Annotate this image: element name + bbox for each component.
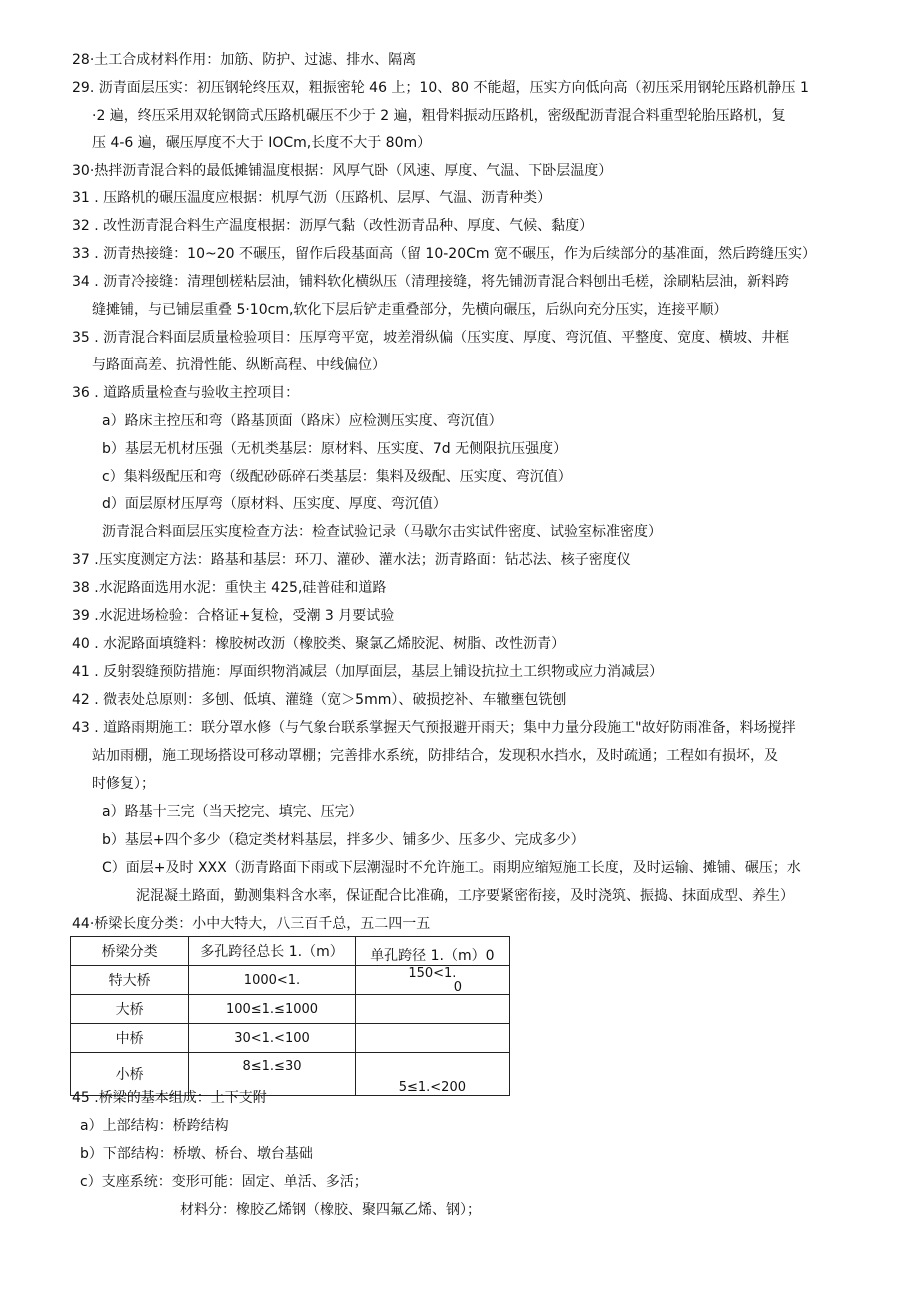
- table-cell: 小桥: [71, 1053, 189, 1096]
- stray-zero: 0: [453, 980, 463, 995]
- table-cell: 100≤1.≤1000: [189, 995, 355, 1024]
- table-row: [71, 966, 510, 995]
- text-line-45a: a）上部结构：桥跨结构: [80, 1118, 229, 1134]
- text-line-28: 28·土工合成材料作用：加筋、防护、过滤、排水、隔离: [72, 52, 417, 68]
- text-line-35: 35 . 沥青混合料面层质量检验项目：压厚弯平宽，坡差滑纵偏（压实度、厚度、弯沉值、平整度、宽度、横坡、井框: [72, 330, 790, 346]
- table-cell: 中桥: [71, 1024, 189, 1053]
- table-cell-text: 150<1.: [408, 966, 457, 981]
- text-line-42: 42 . 微表处总原则：多刨、低填、灌缝（宽＞5mm）、破损挖补、车辙壅包铣刨: [72, 692, 567, 708]
- text-line-36-method: 沥青混合料面层压实度检查方法：检查试验记录（马歇尔击实试件密度、试验室标准密度）: [102, 524, 662, 540]
- table-cell: 1000<1.: [189, 966, 355, 995]
- text-line-45: 45 .桥梁的基本组成：上下支附: [72, 1090, 267, 1106]
- text-line-39: 39 .水泥进场检验：合格证+复检，受潮 3 月要试验: [72, 608, 395, 624]
- text-line-30: 30·热拌沥青混合料的最低摊铺温度根据：风厚气卧（风速、厚度、气温、下卧层温度）: [72, 163, 613, 179]
- table-cell: [355, 995, 509, 1024]
- text-line-35-cont: 与路面高差、抗滑性能、纵断高程、中线偏位）: [92, 357, 386, 373]
- text-line-45c-material: 材料分：橡胶乙烯钢（橡胶、聚四氟乙烯、钢）；: [180, 1202, 481, 1218]
- text-line-43-cont1: 站加雨棚，施工现场搭设可移动罩棚；完善排水系统，防排结合，发现积水挡水，及时疏通；工程如有损坏，及: [92, 748, 778, 764]
- text-line-37: 37 .压实度测定方法：路基和基层：环刀、灌砂、灌水法；沥青路面：钻芯法、核子密度仪: [72, 552, 631, 568]
- table-cell: [355, 1024, 509, 1053]
- text-line-41: 41 . 反射裂缝预防措施：厚面织物消减层（加厚面层，基层上铺设抗拉土工织物或应力消减层）: [72, 664, 664, 680]
- table-cell: [355, 966, 509, 995]
- text-line-29: 29. 沥青面层压实：初压钢轮终压双，粗振密轮 46 上；10、80 不能超，压实方向低向高（初压采用钢轮压路机静压 1: [72, 80, 809, 96]
- table-cell: 大桥: [71, 995, 189, 1024]
- text-line-29-cont2: 压 4-6 遍，碾压厚度不大于 IOCm,长度不大于 80m）: [92, 135, 432, 151]
- table-row: [71, 995, 510, 1024]
- text-line-34: 34 . 沥青冷接缝：清理刨槎粘层油，铺料软化横纵压（清理接缝，将先铺沥青混合料刨出毛槎，涂刷粘层油，新料跨: [72, 274, 790, 290]
- text-line-43b: b）基层+四个多少（稳定类材料基层，拌多少、铺多少、压多少、完成多少）: [102, 832, 585, 848]
- table-header-cell: 多孔跨径总长 1.（m）: [189, 937, 355, 966]
- text-line-43c-cont: 泥混凝土路面，勤测集料含水率，保证配合比准确，工序要紧密衔接，及时浇筑、振捣、抹面成型、养生）: [136, 888, 794, 904]
- text-line-36d: d）面层原材压厚弯（原材料、压实度、厚度、弯沉值）: [102, 496, 447, 512]
- text-line-29-cont1: ·2 遍，终压采用双轮钢筒式压路机碾压不少于 2 遍，粗骨料振动压路机，密级配沥青混合料重型轮胎压路机，复: [92, 108, 786, 124]
- table-cell: 30<1.<100: [189, 1024, 355, 1053]
- table-header-cell: 桥梁分类: [71, 937, 189, 966]
- bridge-length-table: [70, 936, 510, 1096]
- text-line-43c: C）面层+及时 XXX（沥青路面下雨或下层潮湿时不允许施工。雨期应缩短施工长度，及时运输、摊铺、碾压；水: [102, 860, 801, 876]
- table-cell: 特大桥: [71, 966, 189, 995]
- text-line-45c: c）支座系统：变形可能：固定、单活、多活；: [80, 1174, 368, 1190]
- text-line-45b: b）下部结构：桥墩、桥台、墩台基础: [80, 1146, 313, 1162]
- text-line-43a: a）路基十三完（当天挖完、填完、压完）: [102, 804, 363, 820]
- text-line-33: 33 . 沥青热接缝：10~20 不碾压，留作后段基面高（留 10-20Cm 宽不碾压，作为后续部分的基准面，然后跨缝压实）: [72, 246, 816, 262]
- text-line-43-cont2: 时修复）；: [92, 776, 155, 792]
- text-line-34-cont: 缝摊铺，与已铺层重叠 5·10cm,软化下层后铲走重叠部分，先横向碾压，后纵向充分压实，连接平顺）: [92, 302, 728, 318]
- text-line-44: 44·桥梁长度分类：小中大特大，八三百千总，五二四一五: [72, 916, 431, 932]
- table-row: [71, 1024, 510, 1053]
- text-line-36a: a）路床主控压和弯（路基顶面（路床）应检测压实度、弯沉值）: [102, 413, 503, 429]
- table-header-row: [71, 937, 510, 966]
- table-cell: 8≤1.≤30: [189, 1053, 355, 1096]
- text-line-36: 36 . 道路质量检查与验收主控项目：: [72, 385, 300, 401]
- text-line-43: 43 . 道路雨期施工：联分罩水修（与气象台联系掌握天气预报避开雨天；集中力量分段施工"故好防雨准备，料场搅拌: [72, 720, 796, 736]
- text-line-32: 32 . 改性沥青混合料生产温度根据：沥厚气黏（改性沥青品种、厚度、气候、黏度）: [72, 218, 594, 234]
- text-line-31: 31 . 压路机的碾压温度应根据：机厚气沥（压路机、层厚、气温、沥青种类）: [72, 190, 552, 206]
- table-cell: 5≤1.<200: [355, 1053, 509, 1096]
- text-line-40: 40 . 水泥路面填缝料：橡胶树改沥（橡胶类、聚氯乙烯胶泥、树脂、改性沥青）: [72, 636, 566, 652]
- text-line-36b: b）基层无机材压强（无机类基层：原材料、压实度、7d 无侧限抗压强度）: [102, 441, 568, 457]
- table-header-cell: 单孔跨径 1.（m）0: [355, 937, 509, 966]
- text-line-36c: c）集料级配压和弯（级配砂砾碎石类基层：集料及级配、压实度、弯沉值）: [102, 469, 572, 485]
- text-line-38: 38 .水泥路面选用水泥：重快主 425,硅普硅和道路: [72, 580, 387, 596]
